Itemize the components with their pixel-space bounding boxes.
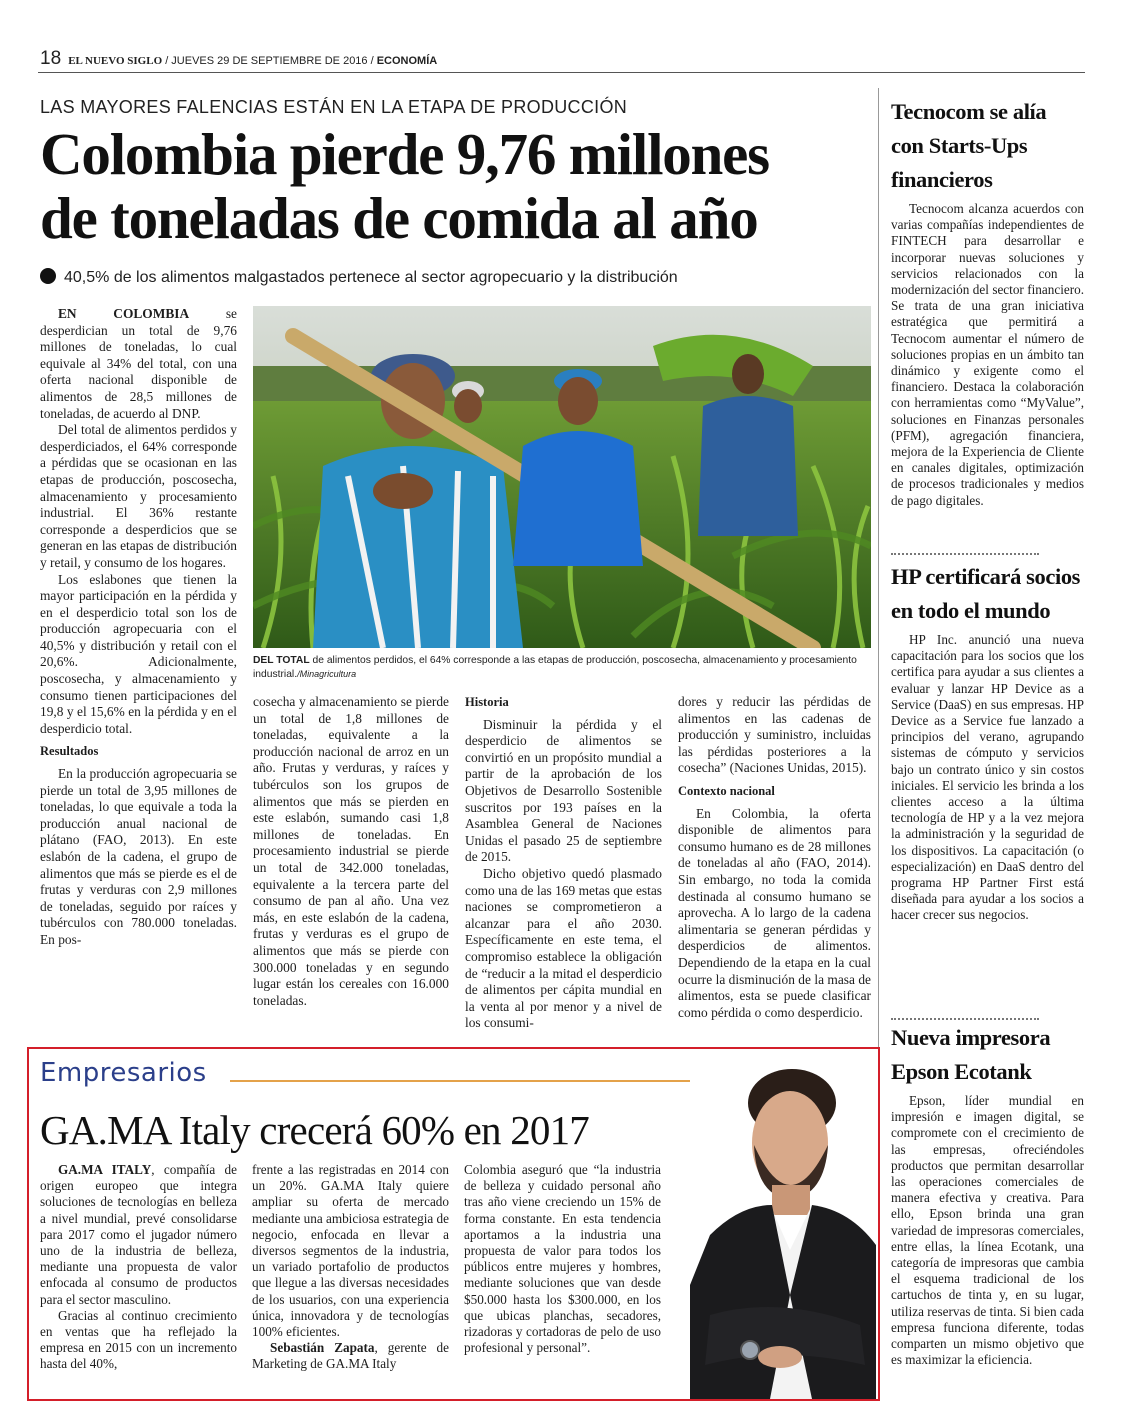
article-kicker: LAS MAYORES FALENCIAS ESTÁN EN LA ETAPA DE PRODUCCIÓN [40, 97, 628, 117]
gama-column-3 [464, 1162, 661, 1356]
paragraph: frente a las registradas en 2014 con un 20%. GA.MA Italy quiere ampliar su oferta de mercado mediante una ambiciosa estrategia de negocio, enfocada en llevar a diversos segmentos de la industria, un variado portafolio de productos que llegue a las diversas necesidades de los usuarios, con una experiencia única, innovadora y de tecnologías 100% eficientes. [252, 1162, 449, 1340]
deck-text: 40,5% de los alimentos malgastados pertenece al sector agropecuario y la distribución [64, 269, 678, 286]
photo-credit: /Minagricultura [297, 668, 357, 679]
caption-text: de alimentos perdidos, el 64% corresponde a las etapas de producción, poscosecha, almacenamiento y procesamiento industrial. [253, 655, 857, 680]
newspaper-name: EL NUEVO SIGLO [68, 55, 163, 67]
executive-portrait [690, 1065, 876, 1399]
caption-lead: DEL TOTAL [253, 655, 310, 666]
issue-date: / JUEVES 29 DE SEPTIEMBRE DE 2016 / [165, 55, 374, 67]
paragraph: Colombia aseguró que “la industria de belleza y cuidado personal año tras año viene creciendo un 15% de forma constante. En esta tendencia aportamos a la industria una propuesta de valor para todos los públicos entre mujeres y hombres, mediante soluciones que van desde $50.000 hasta los $300.000, en los que ubicas planchas, secadores, rizadoras y cortadoras de pelo de uso profesional y personal”. [464, 1162, 661, 1356]
paragraph: Tecnocom alcanza acuerdos con varias compañías independientes de FINTECH para desarrollar e incorporar nuevas soluciones y servicios relacionados con la modernización del sector financiero. Se trata de una gran iniciativa estratégica que permitirá a Tecnocom aumentar el número de soluciones propias en un ámbito tan dinámico y exigente como el financiero. Destaca la colaboración con herramientas como “MyValue”, soluciones en Finanzas personales (PFM), agregación financiera, mejora de la Experiencia de Cliente en canales digitales, optimización de procesos tradicionales y medios de pago digitales. [891, 201, 1084, 508]
bullet-dot-icon [40, 268, 56, 284]
lead-in: EN COLOMBIA [58, 306, 190, 321]
subhead-contexto: Contexto nacional [678, 783, 775, 798]
subhead-historia: Historia [465, 695, 509, 709]
headline-line-1: Colombia pierde 9,76 millones [40, 121, 769, 187]
photo-caption [253, 654, 871, 681]
paragraph: Epson, líder mundial en impresión e imagen digital, se compromete con el crecimiento de las empresas, ofreciéndoles productos que permitan desarrollar las operaciones comerciales de manera efectiva y creativa. Para ello, Epson brinda una gran variedad de impresoras comerciales, entre ellas, la línea Ecotank, una categoría de impresoras que cambia el esquema tradicional de los cartuchos de tinta y, en su lugar, utiliza reservas de tinta. Si bien cada empresa funciona diferente, todas comparten un mismo objetivo que es maximizar la eficiencia. [891, 1093, 1084, 1368]
section-name: ECONOMÍA [376, 55, 438, 67]
brief-body [891, 632, 1084, 924]
paragraph: En la producción agropecuaria se pierde un total de 3,95 millones de toneladas, lo que equivale a toda la producción anual nacional de plátano (FAO, 2013). En este eslabón de la cadena, el grupo de alimentos que más se pierde es el de frutas y verduras con 2,9 millones de toneladas, seguido por raíces y tubérculos con 780.000 toneladas. En pos- [40, 766, 237, 947]
paragraph: Disminuir la pérdida y el desperdicio de alimentos se convirtió en un propósito mundial a partir de la aprobación de los Objetivos de Desarrollo Sostenible suscritos por 193 países en la Asamblea General de Naciones Unidas el pasado 25 de septiembre de 2015. [465, 716, 662, 865]
gama-headline: GA.MA Italy crecerá 60% en 2017 [40, 1107, 590, 1153]
paragraph: dores y reducir las pérdidas de alimentos en las cadenas de producción y suministro, incluidas las pérdidas posteriores a la cosecha” (Naciones Unidas, 2015). [678, 694, 871, 776]
article-column-2 [253, 694, 449, 1009]
brief-body [891, 1093, 1084, 1368]
farmers-cornfield-photo [253, 306, 871, 648]
brief-separator [891, 553, 1039, 555]
header-rule [38, 72, 1085, 73]
paragraph: Gracias al continuo crecimiento en ventas que ha reflejado la empresa en 2015 con un incremento hasta del 40%, [40, 1307, 237, 1372]
article-column-3 [465, 694, 662, 1032]
paragraph: se desperdician un total de 9,76 millones de toneladas, lo cual equivale al 34% del total, con una oferta nacional disponible de alimentos de 28,5 millones de toneladas, de acuerdo al DNP. [40, 306, 237, 421]
paragraph: , compañía de origen europeo que integra soluciones de tecnologías en belleza a nivel mundial, prevé consolidarse para 2017 como el jugador número uno de la industria de belleza, mediante una propuesta de valor enfocada al consumo de productos para el sector masculino. [40, 1162, 237, 1307]
brief-body [891, 201, 1084, 509]
paragraph: Dicho objetivo quedó plasmado como una de las 169 metas que estas naciones se comprometieron a alcanzar para el año 2030. Específicamente en este tema, el compromiso establece la obligación de “reducir a la mitad el desperdicio de alimentos per cápita mundial en la venta al por menor y a nivel de los consumi- [465, 865, 662, 1031]
gama-column-1 [40, 1162, 237, 1373]
paragraph: Del total de alimentos perdidos y desperdiciados, el 64% corresponde a pérdidas que se ocasionan en las etapas de producción, poscosecha, almacenamiento y procesamiento industrial. El 36% restante corresponde a desperdicios que se generan en las etapas de distribución y retail, y consumo de los hogares. [40, 422, 237, 570]
gama-column-2 [252, 1162, 449, 1373]
sidebar-brief-tecnocom [891, 95, 1084, 509]
article-column-1 [40, 306, 237, 949]
lead-in: GA.MA ITALY [58, 1162, 152, 1177]
empresarios-tag: Empresarios [40, 1058, 207, 1088]
brief-title: Tecnocom se alía con Starts-Ups financieros [891, 99, 1047, 192]
brief-title: HP certificará socios en todo el mundo [891, 564, 1081, 623]
paragraph: HP Inc. anunció una nueva capacitación para los socios que los certifica para ayudar a sus clientes a evaluar y lanzar HP Device as a Service (DaaS) en sus empresas. HP Device as a Service fue lanzado a principios del verano, agrupando sistemas de cómputo y servicios bajo un contrato único y sin costos iniciales. El servicio les brinda a los clientes acceso a la última tecnología de HP y a la vez mejora la administración y la seguridad de los dispositivos. La capacitación (o especialización) en DaaS dentro del programa HP Partner First está diseñada para ayudar a los socios a hacer crecer sus negocios. [891, 632, 1084, 923]
brief-separator [891, 1018, 1039, 1020]
subhead-resultados: Resultados [40, 744, 99, 759]
brief-title: Nueva impresora Epson Ecotank [891, 1025, 1051, 1084]
page-number: 18 [40, 48, 62, 69]
paragraph: Los eslabones que tienen la mayor participación en la pérdida y en el desperdicio total son los de producción agropecuaria con el 40,5% y distribución y retail con el 20,6%. Adicionalmente, poscosecha, y almacenamiento y consumo tienen participaciones del 19,8 y el 15,6% en la pérdida y en el desperdicio total. [40, 571, 237, 736]
article-column-4 [678, 694, 871, 1021]
paragraph: cosecha y almacenamiento se pierde un total de 1,8 millones de toneladas, equivalente a la producción nacional de arroz en un año. Frutas y verduras, y raíces y tubérculos son los grupos de alimentos que más se pierden en este eslabón, sumando casi 1,8 millones de toneladas. En procesamiento industrial se pierde un total de 342.000 toneladas, equivalente a la tercera parte del consumo de pan al año. Una vez más, en este eslabón de la cadena, frutas y verduras es el grupo de alimentos que más se pierde con 300.000 toneladas y en segundo lugar están los cereales con 16.000 toneladas. [253, 694, 449, 1008]
paragraph: , gerente de Marketing de GA.MA Italy [252, 1340, 449, 1372]
article-headline [40, 122, 890, 250]
sidebar-brief-hp [891, 560, 1084, 924]
page-folio [40, 48, 437, 70]
lead-in: Sebastián Zapata [270, 1340, 375, 1356]
article-deck [40, 268, 880, 287]
sidebar-brief-epson [891, 1021, 1084, 1368]
headline-line-2: de toneladas de comida al año [40, 185, 758, 251]
paragraph: En Colombia, la oferta disponible de alimentos para consumo humano es de 28 millones de toneladas al año (FAO, 2014). Sin embargo, no toda la comida destinada al consumo humano se aprovecha. A lo largo de la cadena alimentaria se generan pérdidas y desperdicios de alimentos. Dependiendo de la etapa en la cual ocurre la disminución de la masa de alimentos, esta se puede clasificar como pérdida o como desperdicio. [678, 805, 871, 1020]
